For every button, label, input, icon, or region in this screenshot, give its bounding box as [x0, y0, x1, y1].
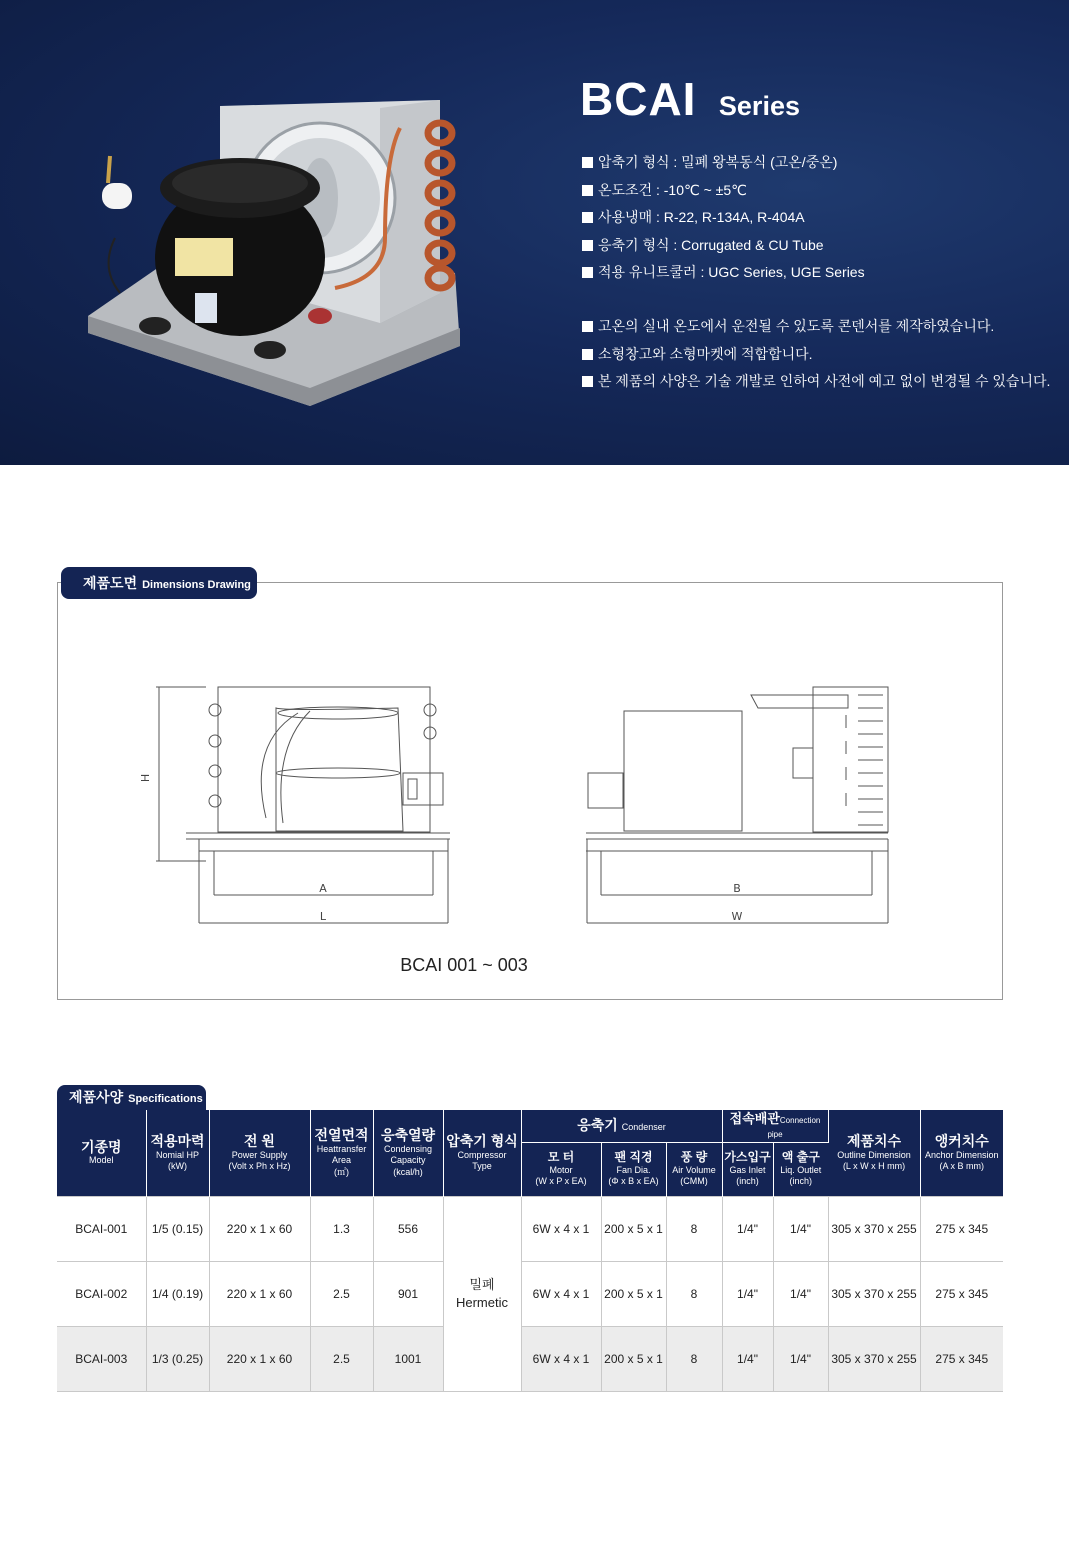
- col-pipe-group: 접속배관Connection pipe: [722, 1110, 828, 1142]
- bullet-square-icon: [582, 376, 593, 387]
- col-liq: 액 출구 Liq. Outlet (inch): [773, 1142, 828, 1196]
- cell-fan: 200 x 5 x 1: [601, 1326, 666, 1391]
- dim-label-w: W: [731, 910, 743, 923]
- cell-outline: 305 x 370 x 255: [828, 1261, 920, 1326]
- col-hp: 적용마력 Nomial HP (kW): [146, 1110, 209, 1196]
- cell-motor: 6W x 4 x 1: [521, 1326, 601, 1391]
- cell-capacity: 901: [373, 1261, 443, 1326]
- col-gas: 가스입구 Gas Inlet (inch): [722, 1142, 773, 1196]
- col-condenser-group: 응축기 Condenser: [521, 1110, 722, 1142]
- table-row: [57, 1261, 1003, 1326]
- note-list: [582, 314, 1050, 397]
- dim-label-l: L: [319, 910, 327, 923]
- cell-power: 220 x 1 x 60: [209, 1196, 310, 1261]
- cell-compressor-type: 밀폐 Hermetic: [443, 1196, 521, 1391]
- cell-air: 8: [666, 1261, 722, 1326]
- bullet-square-icon: [582, 267, 593, 278]
- cell-outline: 305 x 370 x 255: [828, 1196, 920, 1261]
- note-item: 고온의 실내 온도에서 운전될 수 있도록 콘덴서를 제작하였습니다.: [582, 314, 1050, 342]
- cell-capacity: 1001: [373, 1326, 443, 1391]
- dim-label-a: A: [319, 882, 327, 895]
- note-item: 본 제품의 사양은 기술 개발로 인하여 사전에 예고 없이 변경될 수 있습니다.: [582, 369, 1050, 397]
- col-air: 풍 량 Air Volume (CMM): [666, 1142, 722, 1196]
- feature-item: 압축기 형식 : 밀폐 왕복동식 (고온/중온): [582, 150, 865, 178]
- bullet-square-icon: [582, 212, 593, 223]
- cell-air: 8: [666, 1196, 722, 1261]
- series-name: BCAI: [580, 73, 697, 125]
- feature-item: 응축기 형식 : Corrugated & CU Tube: [582, 233, 865, 261]
- specifications-table: [57, 1110, 1003, 1392]
- cell-outline: 305 x 370 x 255: [828, 1326, 920, 1391]
- dimensions-drawing-tag: 제품도면 Dimensions Drawing: [61, 567, 257, 599]
- series-title: [580, 72, 800, 126]
- col-anchor: 앵커치수 Anchor Dimension (A x B mm): [920, 1110, 1003, 1196]
- col-compressor: 압축기 형식 Compressor Type: [443, 1110, 521, 1196]
- feature-item: 적용 유니트쿨러 : UGC Series, UGE Series: [582, 260, 865, 288]
- cell-anchor: 275 x 345: [920, 1196, 1003, 1261]
- bullet-square-icon: [582, 321, 593, 332]
- dim-label-b: B: [733, 882, 741, 895]
- bullet-square-icon: [582, 240, 593, 251]
- cell-liq: 1/4": [773, 1261, 828, 1326]
- bullet-square-icon: [582, 157, 593, 168]
- drawing-caption: BCAI 001 ~ 003: [400, 955, 528, 975]
- col-fan: 팬 직경 Fan Dia. (Φ x B x EA): [601, 1142, 666, 1196]
- col-motor: 모 터 Motor (W x P x EA): [521, 1142, 601, 1196]
- note-item: 소형창고와 소형마켓에 적합합니다.: [582, 342, 1050, 370]
- cell-gas: 1/4": [722, 1196, 773, 1261]
- series-suffix: Series: [718, 91, 800, 121]
- cell-hp: 1/4 (0.19): [146, 1261, 209, 1326]
- cell-capacity: 556: [373, 1196, 443, 1261]
- table-row: [57, 1326, 1003, 1391]
- cell-power: 220 x 1 x 60: [209, 1326, 310, 1391]
- col-outline: 제품치수 Outline Dimension (L x W x H mm): [828, 1110, 920, 1196]
- hero-banner: [0, 0, 1069, 465]
- cell-gas: 1/4": [722, 1261, 773, 1326]
- cell-anchor: 275 x 345: [920, 1261, 1003, 1326]
- cell-liq: 1/4": [773, 1196, 828, 1261]
- cell-area: 2.5: [310, 1261, 373, 1326]
- specifications-tag: 제품사양 Specifications: [57, 1085, 206, 1110]
- col-power: 전 원 Power Supply (Volt x Ph x Hz): [209, 1110, 310, 1196]
- feature-item: 온도조건 : -10℃ ~ ±5℃: [582, 178, 865, 206]
- cell-gas: 1/4": [722, 1326, 773, 1391]
- col-model: 기종명 Model: [57, 1110, 146, 1196]
- table-row: [57, 1196, 1003, 1261]
- cell-air: 8: [666, 1326, 722, 1391]
- condensing-unit-photo: [80, 88, 480, 418]
- dim-label-h: H: [139, 773, 152, 783]
- cell-power: 220 x 1 x 60: [209, 1261, 310, 1326]
- feature-list: [582, 150, 865, 288]
- cell-model: BCAI-002: [57, 1261, 146, 1326]
- cell-motor: 6W x 4 x 1: [521, 1196, 601, 1261]
- dimensions-drawing: [58, 583, 1002, 999]
- cell-hp: 1/5 (0.15): [146, 1196, 209, 1261]
- feature-item: 사용냉매 : R-22, R-134A, R-404A: [582, 205, 865, 233]
- col-area: 전열면적 Heattransfer Area (㎡): [310, 1110, 373, 1196]
- cell-area: 2.5: [310, 1326, 373, 1391]
- cell-motor: 6W x 4 x 1: [521, 1261, 601, 1326]
- dimensions-drawing-box: [57, 582, 1003, 1000]
- bullet-square-icon: [582, 185, 593, 196]
- cell-fan: 200 x 5 x 1: [601, 1196, 666, 1261]
- cell-model: BCAI-003: [57, 1326, 146, 1391]
- cell-area: 1.3: [310, 1196, 373, 1261]
- cell-liq: 1/4": [773, 1326, 828, 1391]
- cell-anchor: 275 x 345: [920, 1326, 1003, 1391]
- cell-fan: 200 x 5 x 1: [601, 1261, 666, 1326]
- bullet-square-icon: [582, 349, 593, 360]
- col-capacity: 응축열량 Condensing Capacity (kcal/h): [373, 1110, 443, 1196]
- cell-model: BCAI-001: [57, 1196, 146, 1261]
- cell-hp: 1/3 (0.25): [146, 1326, 209, 1391]
